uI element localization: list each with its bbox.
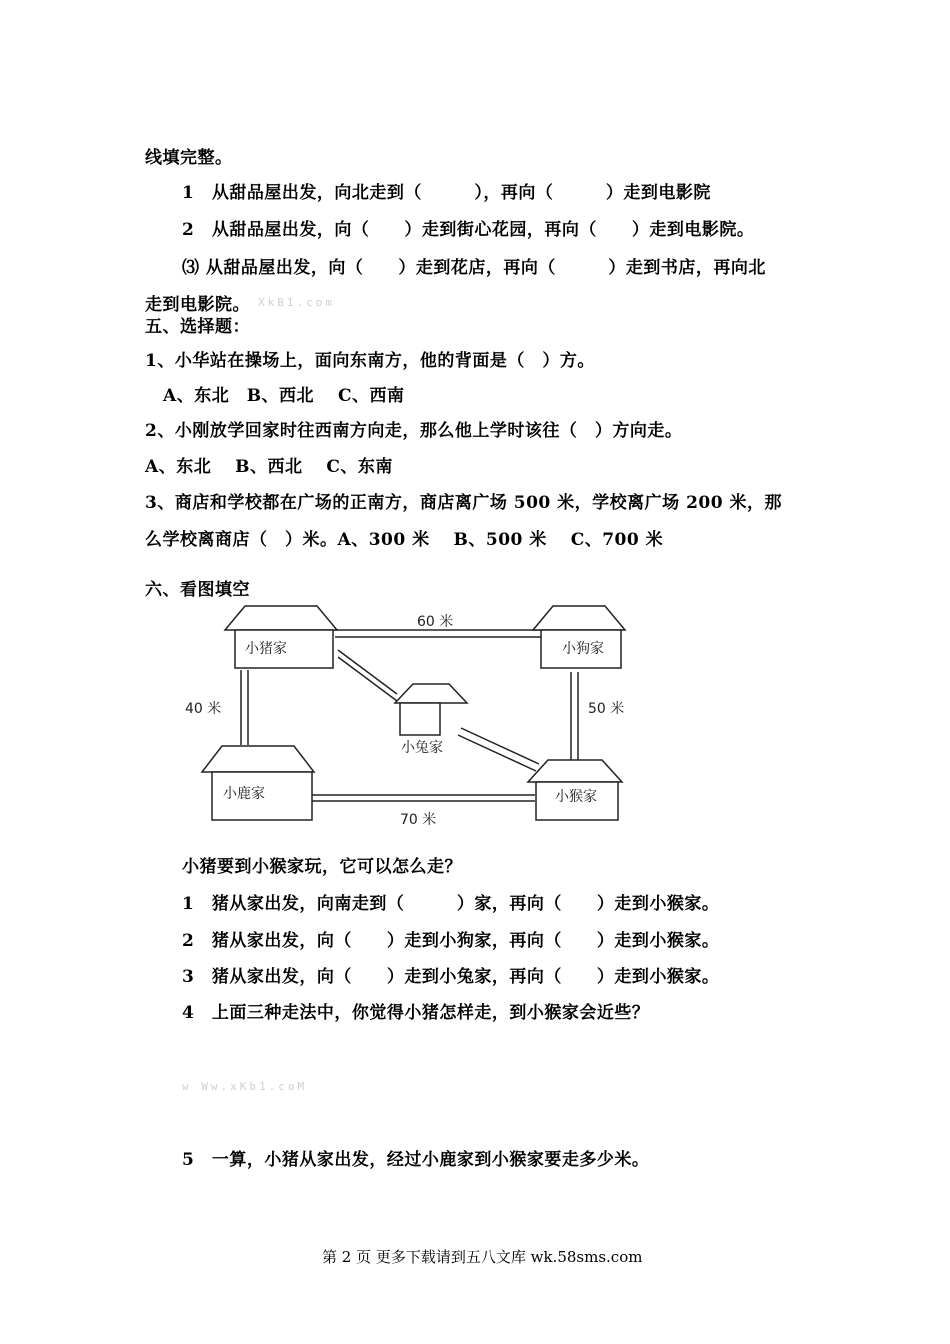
question-line-2: 2 从甜品屋出发，向（ ）走到街心花园，再向（ ）走到电影院。 (182, 220, 755, 240)
distance-label-right: 50 米 (588, 701, 625, 717)
watermark-text: XkB1.com (258, 296, 335, 309)
choice-question-3-cont: 么学校离商店（ ）米。A、300 米 B、500 米 C、700 米 (145, 530, 664, 550)
rabbit-house-label: 小兔家 (401, 740, 443, 756)
rabbit-house-icon (395, 684, 467, 735)
dog-house-label: 小狗家 (562, 641, 604, 657)
map-question-3: 3 猪从家出发，向（ ）走到小兔家，再向（ ）走到小猴家。 (182, 967, 720, 987)
section-5-title: 五、选择题： (145, 317, 250, 337)
deer-house-label: 小鹿家 (223, 786, 265, 802)
map-question-prompt: 小猪要到小猴家玩，它可以怎么走？ (182, 857, 462, 877)
map-question-1: 1 猪从家出发，向南走到（ ）家，再向（ ）走到小猴家。 (182, 894, 720, 914)
pig-house-icon (225, 606, 337, 668)
section-6-title: 六、看图填空 (145, 580, 250, 600)
question-line-3-cont: 走到电影院。 (145, 295, 250, 315)
map-question-2: 2 猪从家出发，向（ ）走到小狗家，再向（ ）走到小猴家。 (182, 931, 720, 951)
distance-label-top: 60 米 (417, 614, 454, 630)
distance-label-bottom: 70 米 (400, 812, 437, 828)
monkey-house-label: 小猴家 (555, 789, 597, 805)
choice-question-1: 1、小华站在操场上，面向东南方，他的背面是（ ）方。 (145, 351, 595, 371)
pig-house-label: 小猪家 (245, 641, 287, 657)
question-line-3: ⑶ 从甜品屋出发，向（ ）走到花店，再向（ ）走到书店，再向北 (182, 258, 766, 278)
map-question-5: 5 一算，小猪从家出发，经过小鹿家到小猴家要走多少米。 (182, 1150, 650, 1170)
map-question-4: 4 上面三种走法中，你觉得小猪怎样走，到小猴家会近些？ (182, 1003, 650, 1023)
page-footer: 第 2 页 更多下载请到五八文库 wk.58sms.com (322, 1248, 643, 1266)
choice-question-2: 2、小刚放学回家时往西南方向走，那么他上学时该往（ ）方向走。 (145, 421, 683, 441)
choice-question-3: 3、商店和学校都在广场的正南方，商店离广场 500 米，学校离广场 200 米，那 (145, 493, 782, 513)
question-line-1: 1 从甜品屋出发，向北走到（ ），再向（ ）走到电影院 (182, 183, 711, 203)
choice-options-1: A、东北 B、西北 C、西南 (163, 386, 405, 406)
text-line-intro: 线填完整。 (145, 148, 233, 168)
watermark-text-2: w Ww.xKb1.coM (182, 1080, 308, 1093)
deer-house-icon (202, 746, 314, 820)
route-map-diagram (175, 600, 655, 840)
choice-options-2: A、东北 B、西北 C、东南 (145, 457, 393, 477)
distance-label-left: 40 米 (185, 701, 222, 717)
dog-house-icon (533, 606, 625, 668)
